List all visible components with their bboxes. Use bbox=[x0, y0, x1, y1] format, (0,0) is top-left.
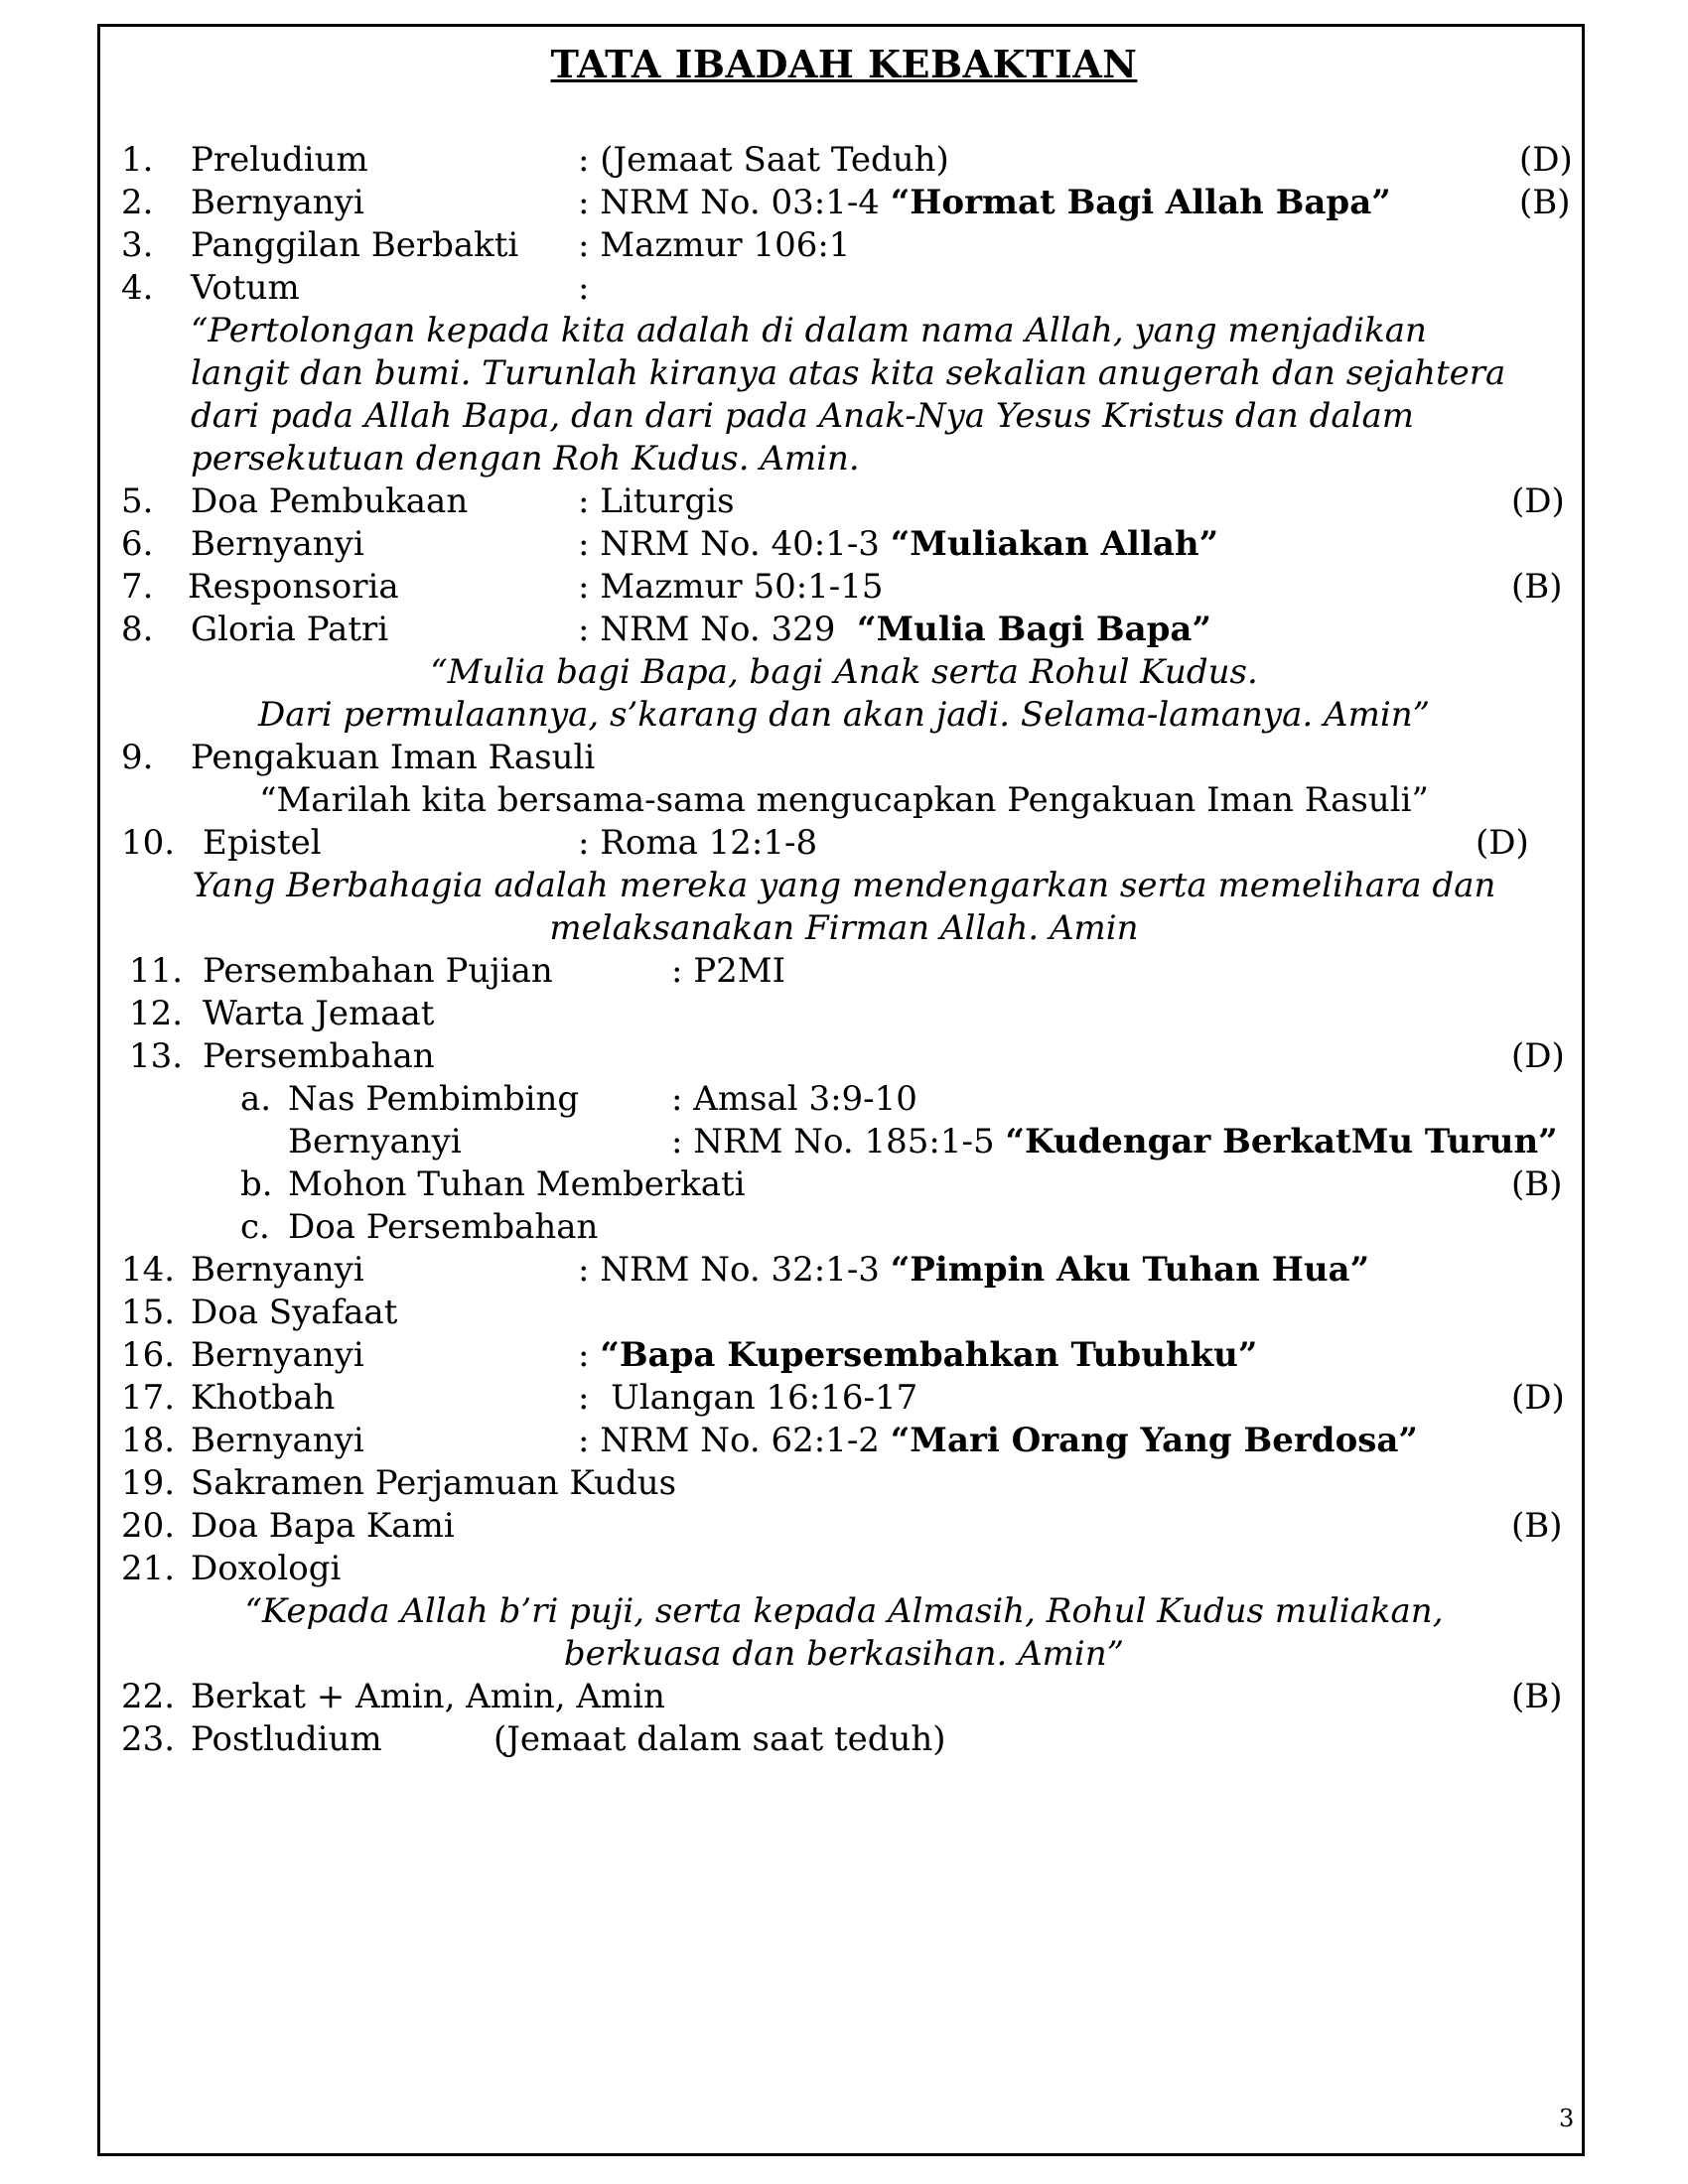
item-label: Warta Jemaat bbox=[203, 994, 435, 1033]
gloria-line: “Mulia bagi Bapa, bagi Anak serta Rohul Kudus. bbox=[430, 652, 1258, 692]
item-code: (D) bbox=[1511, 481, 1565, 521]
item-detail: : NRM No. 62:1-2 “Mari Orang Yang Berdosa” bbox=[578, 1421, 1418, 1460]
item-number: 17. bbox=[121, 1378, 176, 1418]
item-code: (D) bbox=[1511, 1378, 1565, 1418]
item-label: Responsoria bbox=[188, 567, 399, 607]
item-code: (D) bbox=[1511, 1036, 1565, 1076]
votum-line: langit dan bumi. Turunlah kiranya atas kita sekalian anugerah dan sejahtera bbox=[191, 353, 1506, 393]
song-title: “Kudengar BerkatMu Turun” bbox=[1005, 1122, 1558, 1161]
sub-label: Bernyanyi bbox=[288, 1122, 462, 1161]
item-number: 15. bbox=[121, 1293, 176, 1332]
item-detail: : NRM No. 32:1-3 “Pimpin Aku Tuhan Hua” bbox=[578, 1250, 1370, 1290]
song-title: “Muliakan Allah” bbox=[890, 524, 1219, 564]
item-number: 11. bbox=[129, 951, 184, 991]
item-label: Sakramen Perjamuan Kudus bbox=[191, 1463, 677, 1503]
item-label: Bernyanyi bbox=[191, 524, 364, 564]
votum-line: dari pada Allah Bapa, dan dari pada Anak-Nya Yesus Kristus dan dalam bbox=[191, 396, 1415, 436]
item-detail: (Jemaat dalam saat teduh) bbox=[493, 1719, 946, 1759]
item-number: 1. bbox=[121, 140, 154, 180]
item-detail: : Liturgis bbox=[578, 481, 735, 521]
item-number: 4. bbox=[121, 268, 154, 308]
item-detail: : (Jemaat Saat Teduh) bbox=[578, 140, 949, 180]
sub-letter: a. bbox=[240, 1079, 272, 1119]
item-label: Doxologi bbox=[191, 1549, 342, 1588]
item-label: Postludium bbox=[191, 1719, 382, 1759]
item-code: (B) bbox=[1511, 567, 1563, 607]
epistel-line: melaksanakan Firman Allah. Amin bbox=[549, 908, 1139, 948]
item-label: Persembahan bbox=[203, 1036, 435, 1076]
item-number: 19. bbox=[121, 1463, 176, 1503]
item-detail: : NRM No. 03:1-4 “Hormat Bagi Allah Bapa” bbox=[578, 183, 1391, 222]
item-number: 6. bbox=[121, 524, 154, 564]
votum-line: “Pertolongan kepada kita adalah di dalam nama Allah, yang menjadikan bbox=[191, 311, 1427, 350]
item-number: 18. bbox=[121, 1421, 176, 1460]
item-code: (B) bbox=[1511, 1164, 1563, 1204]
item-label: Pengakuan Iman Rasuli bbox=[191, 738, 596, 777]
item-number: 5. bbox=[121, 481, 154, 521]
item-number: 23. bbox=[121, 1719, 176, 1759]
sub-detail: : Amsal 3:9-10 bbox=[671, 1079, 917, 1119]
item-number: 7. bbox=[121, 567, 154, 607]
item-number: 21. bbox=[121, 1549, 176, 1588]
item-number: 16. bbox=[121, 1335, 176, 1375]
item-detail: : “Bapa Kupersembahkan Tubuhku” bbox=[578, 1335, 1258, 1375]
item-label: Preludium bbox=[191, 140, 368, 180]
page-number: 3 bbox=[1559, 2105, 1575, 2132]
item-number: 9. bbox=[121, 738, 154, 777]
item-label: Votum bbox=[191, 268, 300, 308]
item-label: Bernyanyi bbox=[191, 183, 364, 222]
song-title: “Hormat Bagi Allah Bapa” bbox=[890, 183, 1391, 222]
item-code: (B) bbox=[1511, 1506, 1563, 1546]
item-label: Doa Syafaat bbox=[191, 1293, 398, 1332]
item-number: 20. bbox=[121, 1506, 176, 1546]
item-number: 10. bbox=[121, 823, 176, 863]
item-code: (D) bbox=[1519, 140, 1573, 180]
item-number: 13. bbox=[129, 1036, 184, 1076]
item-label: Doa Bapa Kami bbox=[191, 1506, 455, 1546]
item-detail: : NRM No. 329 “Mulia Bagi Bapa” bbox=[578, 610, 1212, 649]
pengakuan-line: “Marilah kita bersama-sama mengucapkan Pengakuan Iman Rasuli” bbox=[259, 780, 1429, 820]
item-number: 22. bbox=[121, 1677, 176, 1716]
item-detail: : bbox=[578, 268, 590, 308]
item-label: Bernyanyi bbox=[191, 1250, 364, 1290]
song-title: “Bapa Kupersembahkan Tubuhku” bbox=[600, 1335, 1258, 1375]
item-detail: : Mazmur 106:1 bbox=[578, 225, 851, 265]
item-number: 2. bbox=[121, 183, 154, 222]
item-label: Doa Pembukaan bbox=[191, 481, 469, 521]
song-title: “Pimpin Aku Tuhan Hua” bbox=[890, 1250, 1370, 1290]
votum-line: persekutuan dengan Roh Kudus. Amin. bbox=[191, 439, 860, 478]
item-label: Bernyanyi bbox=[191, 1335, 364, 1375]
item-detail: : P2MI bbox=[671, 951, 786, 991]
sub-label: Nas Pembimbing bbox=[288, 1079, 580, 1119]
item-detail: : NRM No. 40:1-3 “Muliakan Allah” bbox=[578, 524, 1219, 564]
song-title: “Mari Orang Yang Berdosa” bbox=[890, 1421, 1418, 1460]
item-detail: : Ulangan 16:16-17 bbox=[578, 1378, 918, 1418]
epistel-line: Yang Berbahagia adalah mereka yang mendengarkan serta memelihara dan bbox=[192, 866, 1496, 905]
item-detail: : Mazmur 50:1-15 bbox=[578, 567, 884, 607]
sub-letter: c. bbox=[240, 1207, 270, 1247]
item-code: (D) bbox=[1476, 823, 1529, 863]
sub-label: Mohon Tuhan Memberkati bbox=[288, 1164, 746, 1204]
item-label: Panggilan Berbakti bbox=[191, 225, 519, 265]
item-code: (B) bbox=[1519, 183, 1571, 222]
item-number: 8. bbox=[121, 610, 154, 649]
sub-detail: : NRM No. 185:1-5 “Kudengar BerkatMu Turun” bbox=[671, 1122, 1558, 1161]
doxologi-line: “Kepada Allah b’ri puji, serta kepada Almasih, Rohul Kudus muliakan, bbox=[244, 1591, 1444, 1631]
sub-letter: b. bbox=[240, 1164, 273, 1204]
item-label: Berkat + Amin, Amin, Amin bbox=[191, 1677, 665, 1716]
item-label: Khotbah bbox=[191, 1378, 336, 1418]
page-title: TATA IBADAH KEBAKTIAN bbox=[550, 42, 1138, 86]
item-number: 14. bbox=[121, 1250, 176, 1290]
doxologi-line: berkuasa dan berkasihan. Amin” bbox=[563, 1634, 1125, 1674]
item-detail: : Roma 12:1-8 bbox=[578, 823, 818, 863]
item-label: Bernyanyi bbox=[191, 1421, 364, 1460]
item-label: Gloria Patri bbox=[191, 610, 389, 649]
gloria-line: Dari permulaannya, s’karang dan akan jadi. Selama-lamanya. Amin” bbox=[258, 695, 1430, 735]
sub-label: Doa Persembahan bbox=[288, 1207, 599, 1247]
song-title: “Mulia Bagi Bapa” bbox=[856, 610, 1212, 649]
item-code: (B) bbox=[1511, 1677, 1563, 1716]
item-label: Persembahan Pujian bbox=[203, 951, 553, 991]
item-number: 12. bbox=[129, 994, 184, 1033]
item-label: Epistel bbox=[203, 823, 322, 863]
item-number: 3. bbox=[121, 225, 154, 265]
